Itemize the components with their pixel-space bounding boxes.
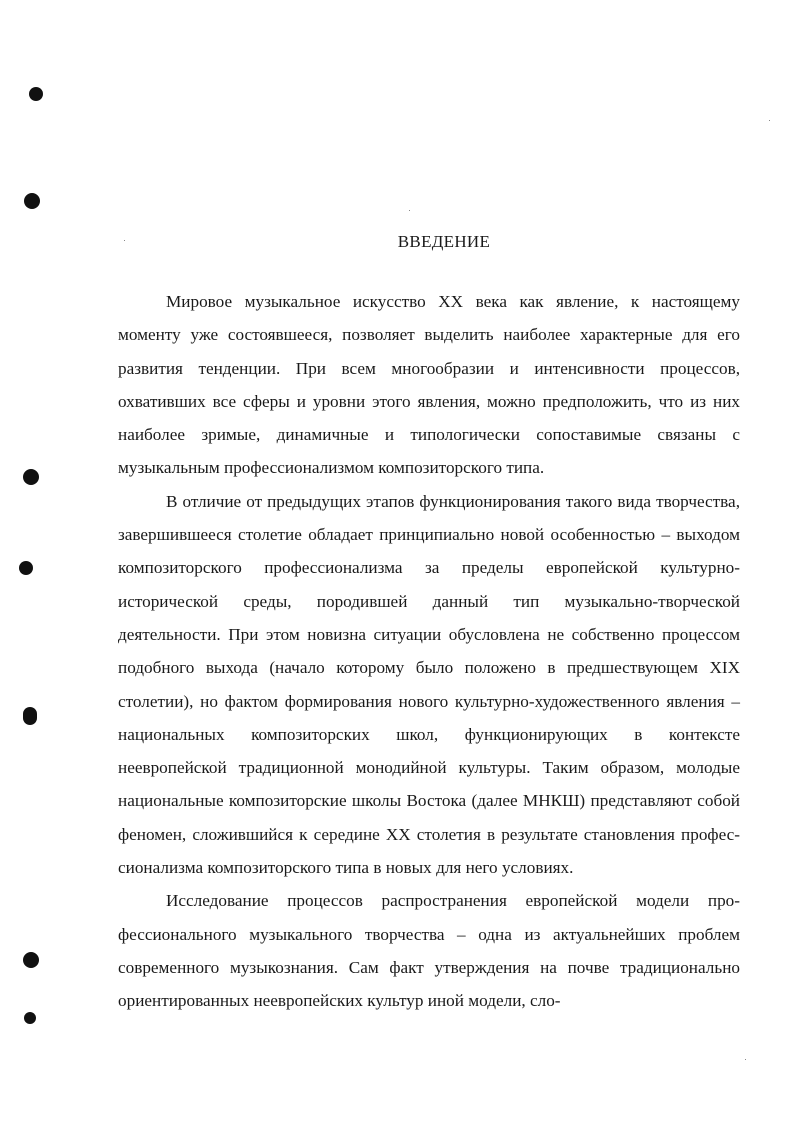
- punch-hole-mark: [19, 561, 33, 575]
- body-text: [118, 285, 740, 1018]
- punch-hole-mark: [29, 87, 43, 101]
- punch-hole-mark: [23, 469, 39, 485]
- paragraph: В отличие от предыдущих этапов функционирования такого вида творчества, завершившееся столетие обладает принципиально новой особенностью – выходом композиторского профессионализма за пределы европейской культурно-исторической среды, породившей данный тип музыкально-творческой деятельности. При этом новизна ситуации обусловлена не собственно процессом подобного выхода (начало которому было положено в предшествующем XIX столетии), но фактом формирования нового культурно-художественного явления – национальных композиторских школ, функционирующих в контексте неевропейской традиционной монодийной культуры. Таким образом, молодые национальные композиторские школы Востока (далее МНКШ) представляют собой феномен, сложившийся к середине XX столетия в результате становления профессионализма композиторского типа в новых для него условиях.: [118, 491, 740, 878]
- punch-hole-mark: [23, 707, 37, 725]
- punch-hole-mark: [23, 952, 39, 968]
- scan-speck: [745, 1059, 746, 1060]
- scan-speck: [769, 120, 770, 121]
- paragraph: Мировое музыкальное искусство XX века как явление, к настоящему моменту уже состоявшееся, позволяет выделить наиболее характерные для его развития тенденции. При всем многообразии и интенсивности процессов, охвативших все сферы и уровни этого явления, можно предположить, что из них наиболее зримые, динамичные и типологически сопоставимые связаны с музыкальным профессионализмом композиторского типа.: [118, 292, 740, 478]
- punch-hole-mark: [24, 193, 40, 209]
- punch-hole-mark: [24, 1012, 36, 1024]
- paragraph: Исследование процессов распространения европейской модели профессионального музыкального творчества – одна из актуальнейших проблем современного музыкознания. Сам факт утверждения на почве традиционально ориентированных неевропейских культур иной модели, сло-: [118, 891, 740, 1011]
- page-title: ВВЕДЕНИЕ: [397, 232, 491, 251]
- scan-speck: [409, 210, 410, 211]
